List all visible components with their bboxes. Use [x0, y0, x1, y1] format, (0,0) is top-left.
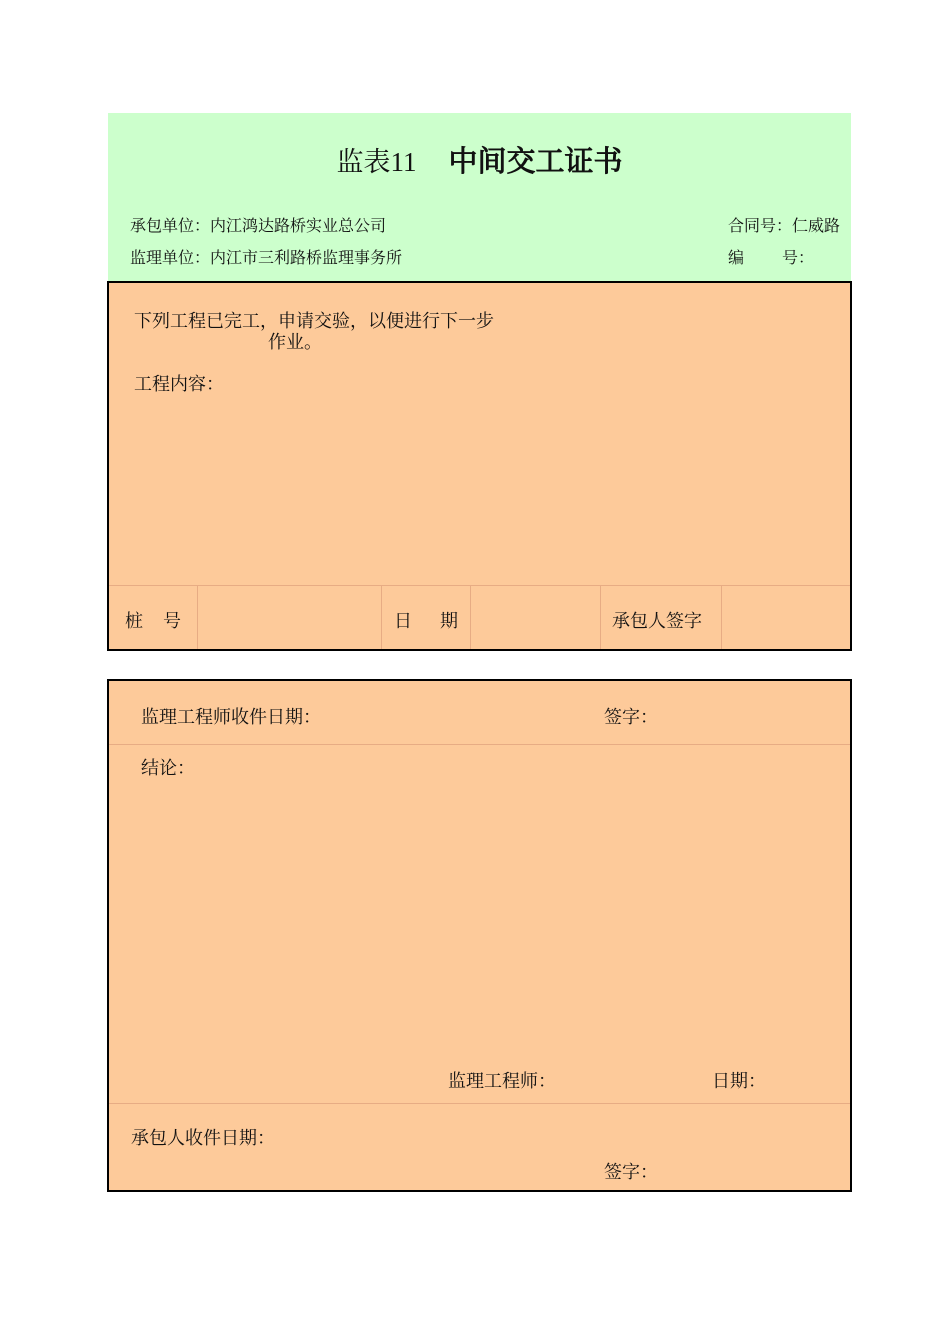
contractor-value: 内江鸿达路桥实业总公司 — [210, 216, 387, 235]
form-title — [108, 139, 851, 180]
supervisor-value: 内江市三利路桥监理事务所 — [210, 248, 403, 267]
table-divider — [109, 585, 850, 586]
form-code: 监表11 — [336, 147, 417, 177]
row-divider — [109, 1103, 850, 1104]
column-divider — [197, 585, 198, 649]
contract-no-value: 仁威路 — [792, 216, 841, 235]
request-section — [107, 281, 852, 651]
contractor-label: 承包单位： — [130, 216, 211, 235]
form-header — [108, 113, 851, 281]
request-text-line2: 作业。 — [268, 332, 322, 353]
date-label: 日 期 — [394, 611, 458, 632]
request-text-line1: 下列工程已完工，申请交验，以便进行下一步 — [134, 311, 494, 332]
engineer-sign-label: 签字： — [604, 707, 658, 728]
stake-no-label: 桩 号 — [125, 611, 181, 632]
form-title-main: 中间交工证书 — [448, 144, 623, 178]
supervision-section — [107, 679, 852, 1192]
serial-label-a: 编 — [728, 248, 745, 267]
row-divider — [109, 744, 850, 745]
serial-no-line — [728, 245, 814, 268]
contractor-sign-label: 签字： — [604, 1162, 658, 1183]
contract-no-line — [728, 213, 840, 236]
supervising-engineer-label: 监理工程师： — [448, 1071, 556, 1092]
contract-no-label: 合同号： — [728, 216, 793, 235]
column-divider — [381, 585, 382, 649]
supervisor-label: 监理单位： — [130, 248, 211, 267]
conclusion-label: 结论： — [141, 758, 195, 779]
serial-label-b: 号： — [782, 248, 815, 267]
column-divider — [600, 585, 601, 649]
contractor-receipt-date-label: 承包人收件日期： — [131, 1128, 275, 1149]
conclusion-date-label: 日期： — [712, 1071, 766, 1092]
work-content-label: 工程内容： — [134, 374, 224, 395]
column-divider — [470, 585, 471, 649]
column-divider — [721, 585, 722, 649]
contractor-line — [130, 213, 386, 236]
supervisor-line — [130, 245, 402, 268]
contractor-signature-label: 承包人签字 — [612, 611, 702, 632]
engineer-receipt-date-label: 监理工程师收件日期： — [141, 707, 321, 728]
